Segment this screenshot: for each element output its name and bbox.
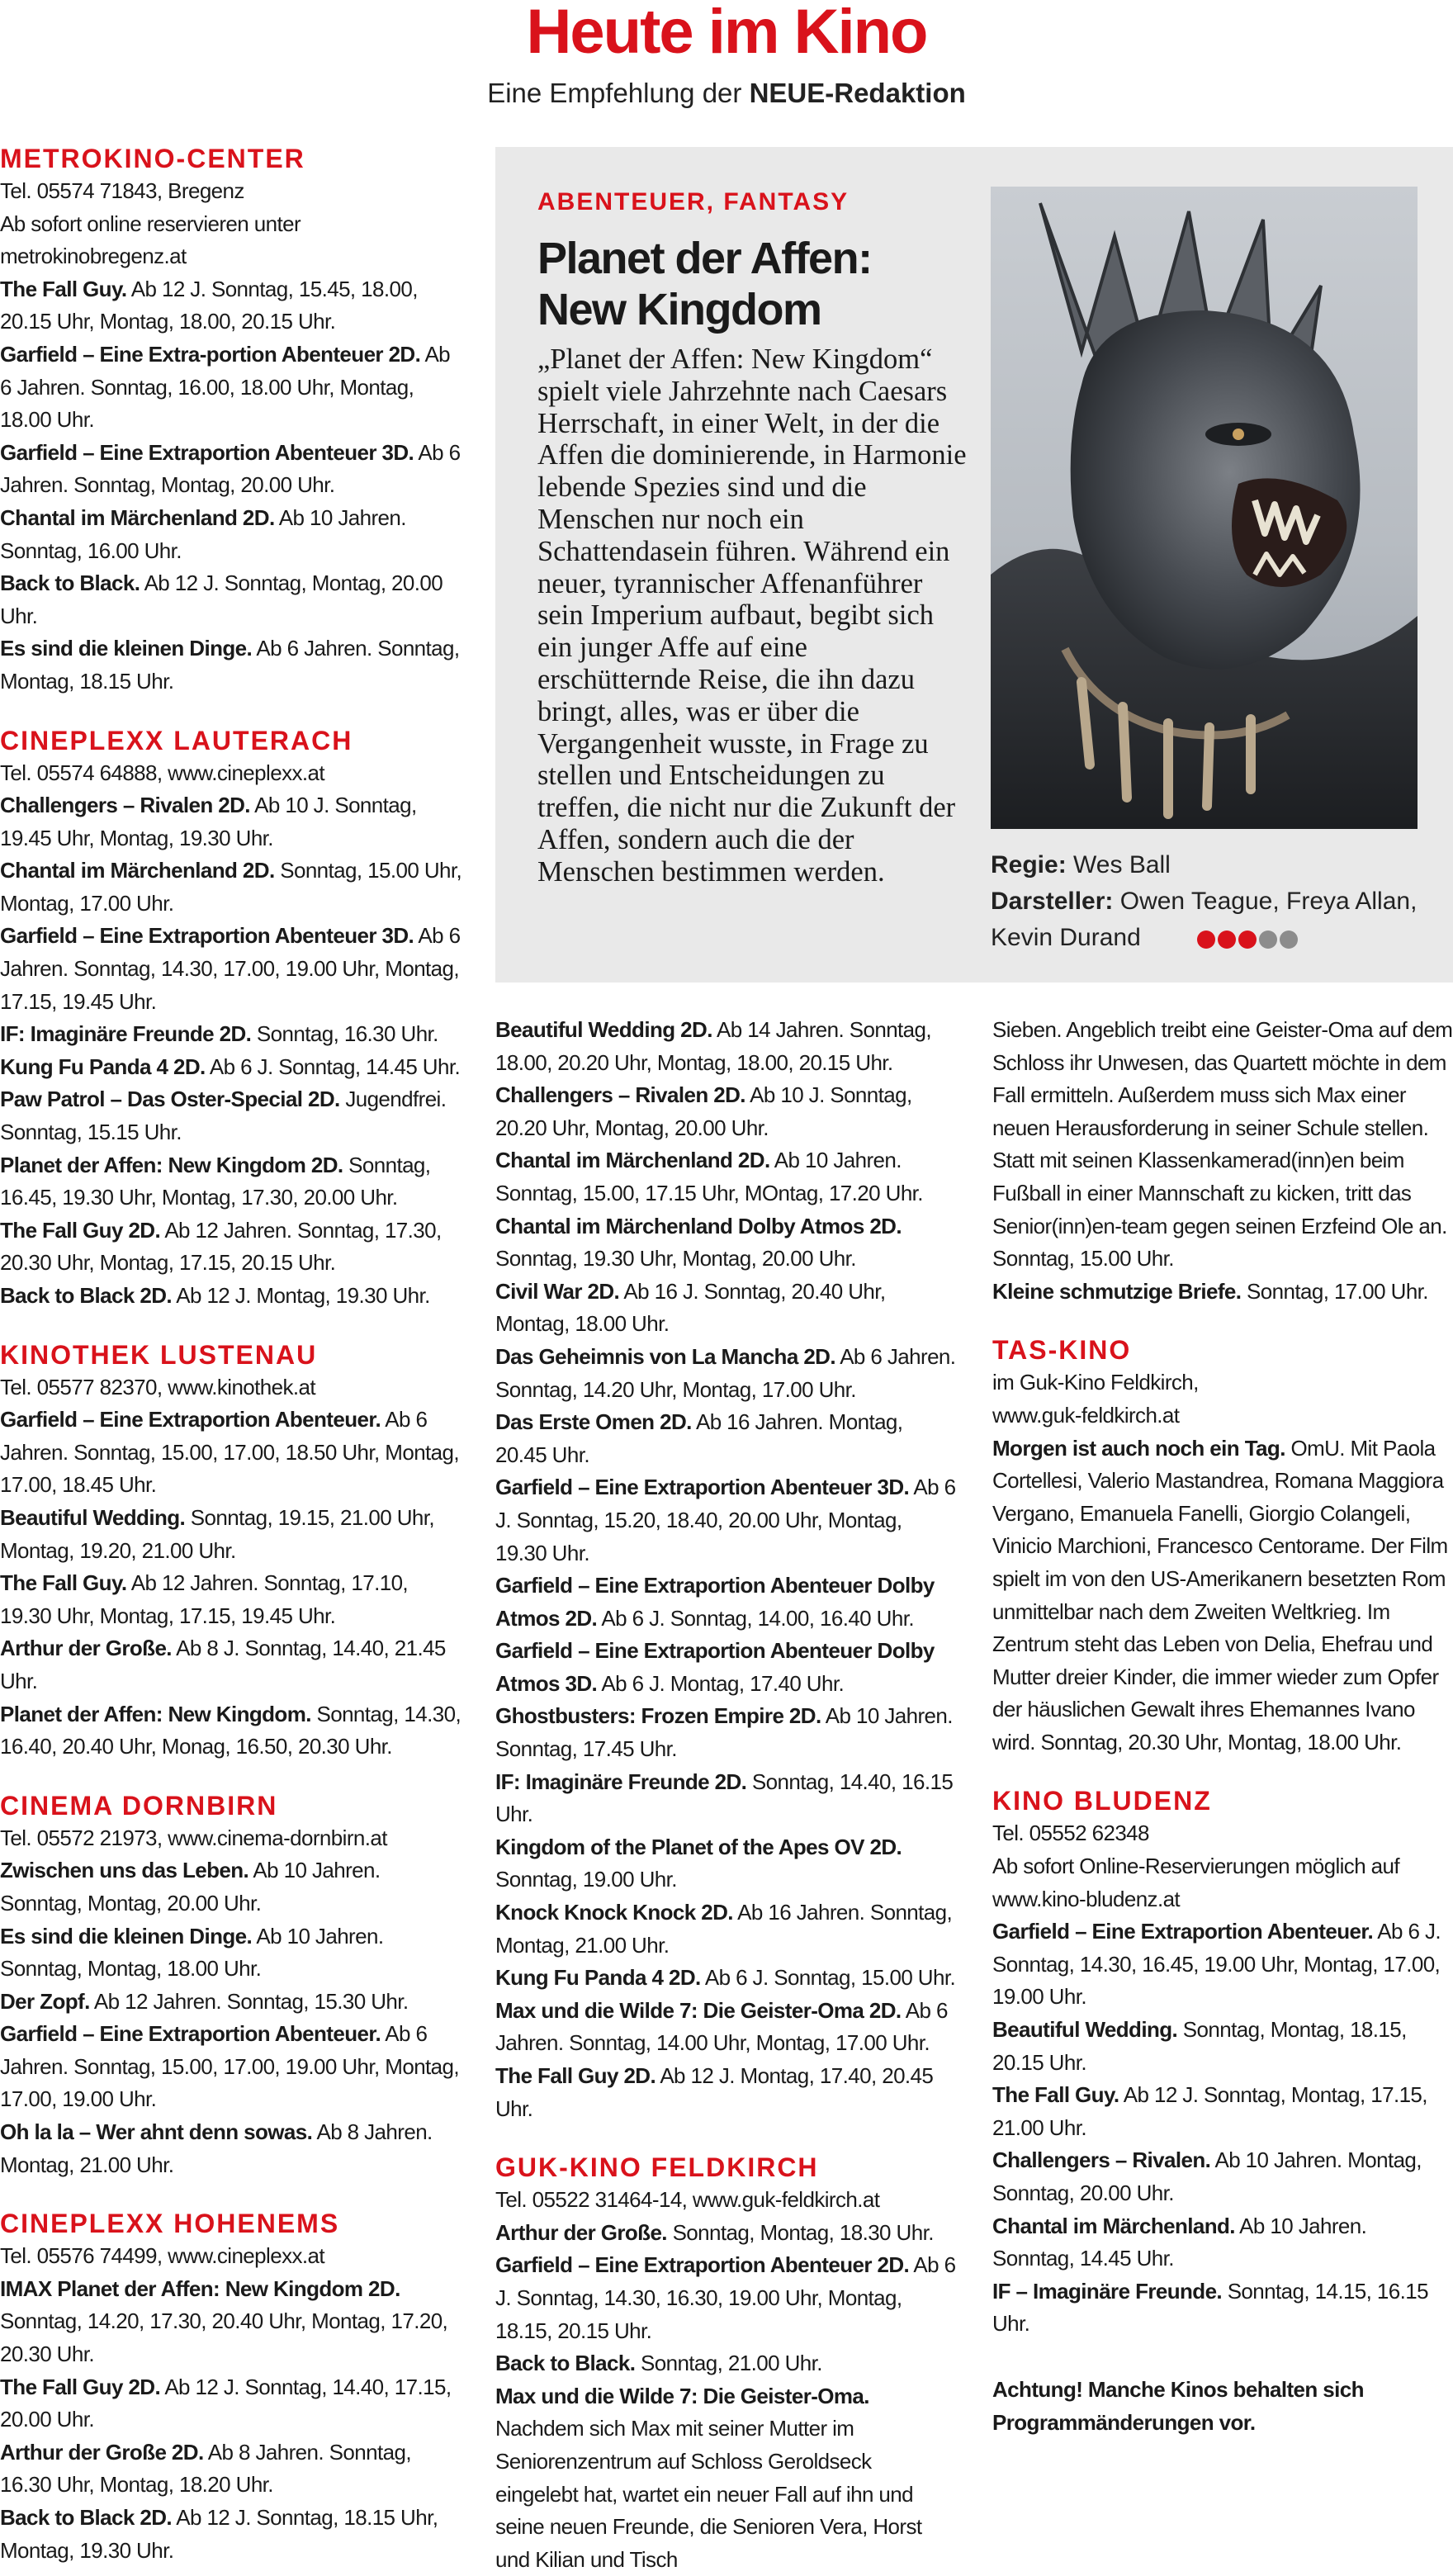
film-entry (992, 1915, 1453, 2014)
film-title: IF: Imaginäre Freunde 2D. (0, 1021, 252, 1047)
film-title: Kingdom of the Planet of the Apes OV 2D. (495, 1834, 902, 1859)
feature-title: Planet der Affen: New Kingdom (537, 234, 872, 334)
film-details: Ab 10 J. Sonntag, 20.20 Uhr, Montag, 20.00 Uhr. (495, 1082, 912, 1140)
film-title: Der Zopf. (0, 1988, 90, 2014)
film-title: Es sind die kleinen Dinge. (0, 636, 253, 661)
cinema-info: im Guk-Kino Feldkirch, (992, 1370, 1199, 1395)
film-entry (0, 1215, 462, 1280)
film-details: Ab 6 Jahren. Sonntag, 14.20 Uhr, Montag, 17.00 Uhr. (495, 1343, 956, 1402)
feature-photo (991, 187, 1418, 829)
cinema-block (992, 1333, 1453, 1759)
subtitle-brand: NEUE-Redaktion (749, 78, 966, 108)
film-entry (992, 1432, 1453, 1759)
cinema-block (0, 724, 462, 1313)
film-title: Knock Knock Knock 2D. (495, 1900, 733, 1925)
film-details: Ab 12 J. Montag, 19.30 Uhr. (176, 1283, 430, 1308)
film-entry (0, 1854, 462, 1920)
film-title: Kleine schmutzige Briefe. (992, 1278, 1242, 1304)
film-entry (495, 2217, 958, 2250)
cinema-name: KINOTHEK LUSTENAU (0, 1339, 318, 1370)
cinema-name: METROKINO-CENTER (0, 144, 305, 173)
film-entry (495, 1995, 958, 2060)
film-entry (0, 437, 462, 502)
film-details: Ab 6 Jahren. Sonntag, 16.00, 18.00 Uhr, Montag, 18.00 Uhr. (0, 341, 451, 433)
film-entry (0, 2018, 462, 2116)
cinema-block (0, 142, 462, 698)
film-details: Ab 10 J. Sonntag, 19.45 Uhr, Montag, 19.30 Uhr. (0, 793, 417, 850)
cinema-name: KINO BLUDENZ (992, 1786, 1212, 1816)
film-details: Sonntag, Montag, 18.15, 20.15 Uhr. (992, 2017, 1407, 2075)
film-entry (495, 2347, 958, 2380)
film-details: Sonntag, 16.45, 19.30 Uhr, Montag, 17.30, 20.00 Uhr. (0, 1152, 431, 1210)
film-details: Ab 6 J. Montag, 17.40 Uhr. (601, 1670, 845, 1696)
notice-text: Achtung! Manche Kinos behalten sich Programmänderungen vor. (992, 2376, 1364, 2435)
film-title: The Fall Guy. (0, 1570, 127, 1596)
film-details: Ab 8 Jahren. Sonntag, 16.30 Uhr, Montag, 18.20 Uhr. (0, 2439, 411, 2498)
film-entry (992, 2210, 1453, 2275)
film-details: Sonntag, 17.00 Uhr. (1247, 1278, 1428, 1304)
film-entry (0, 339, 462, 437)
film-entry (0, 632, 462, 698)
film-entry (992, 2144, 1453, 2209)
film-details: Ab 10 Jahren. Sonntag, 16.00 Uhr. (0, 504, 406, 563)
film-details: Ab 10 Jahren. Montag, Sonntag, 20.00 Uhr. (992, 2147, 1422, 2205)
film-title: Back to Black. (495, 2351, 636, 2376)
film-title: Arthur der Große 2D. (0, 2439, 204, 2465)
film-details: Ab 6 J. Sonntag, 15.00 Uhr. (704, 1965, 956, 1991)
film-title: IMAX Planet der Affen: New Kingdom 2D. (0, 2275, 400, 2301)
film-details: Ab 8 Jahren. Montag, 21.00 Uhr. (0, 2119, 433, 2177)
film-title: Das Geheimnis von La Mancha 2D. (495, 1343, 835, 1369)
film-entry (0, 855, 462, 920)
cinema-name: CINEPLEXX HOHENEMS (0, 2209, 340, 2239)
film-title: Planet der Affen: New Kingdom 2D. (0, 1152, 343, 1177)
film-entry (495, 1570, 958, 1635)
film-title: Beautiful Wedding 2D. (495, 1017, 712, 1042)
film-title: Garfield – Eine Extra-portion Abenteuer 2D. (0, 341, 421, 367)
cinema-info: Tel. 05576 74499, www.cineplexx.at (0, 2243, 324, 2269)
film-details: Ab 6 J. Sonntag, 14.00, 16.40 Uhr. (601, 1605, 914, 1631)
cinema-block (495, 2151, 958, 2576)
film-title: Arthur der Große. (495, 2219, 667, 2245)
film-title: Garfield – Eine Extraportion Abenteuer 3D. (495, 1475, 910, 1500)
film-details: Ab 8 J. Sonntag, 14.40, 21.45 Uhr. (0, 1636, 446, 1693)
cinema-name: TAS-KINO (992, 1335, 1132, 1366)
film-entry (0, 1018, 462, 1051)
film-entry (495, 1014, 958, 1079)
film-entry (0, 1051, 462, 1084)
film-title: Back to Black 2D. (0, 2505, 173, 2530)
film-details: Nachdem sich Max mit seiner Mutter im Seniorenzentrum auf Schloss Geroldseck eingelebt hat, wartet ein neuer Fall auf ihn und seine neuen Freunde, die Senioren Vera, Horst und Kilian und Tisch (495, 2416, 922, 2572)
film-entry (495, 1144, 958, 1210)
cinema-name: CINEMA DORNBIRN (0, 1790, 278, 1821)
film-title: Garfield – Eine Extraportion Abenteuer. (992, 1919, 1374, 1944)
film-entry (495, 1406, 958, 1471)
film-title: Planet der Affen: New Kingdom. (0, 1701, 311, 1726)
film-details: OmU. Mit Paola Cortellesi, Valerio Mastandrea, Romana Maggiora Vergano, Emanuela Fanelli, Giorgio Colangeli, Vinicio Marchioni, Francesco Centorame. Der Film spielt im von den US-Amerikanern besetzten Rom unmittelbar nach dem Zweiten Weltkrieg. Im Zentrum steht das Leben von Delia, Ehefrau und Mutter dreier Kinder, die immer wieder zum Opfer der häuslichen Gewalt ihres Ehemannes Ivano wird. Sonntag, 20.30 Uhr, Montag, 18.00 Uhr. (992, 1435, 1448, 1754)
film-title: Max und die Wilde 7: Die Geister-Oma. (495, 2383, 869, 2408)
film-details: Ab 6 Jahren. Sonntag, 15.00, 17.00, 19.00 Uhr, Montag, 17.00, 19.00 Uhr. (0, 2021, 460, 2112)
film-details: Ab 16 Jahren. Montag, 20.45 Uhr. (495, 1409, 903, 1467)
film-entry (0, 789, 462, 855)
film-details: Sonntag, 14.20, 17.30, 20.40 Uhr, Montag, 17.20, 20.30 Uhr. (0, 2308, 448, 2367)
film-title: Garfield – Eine Extraportion Abenteuer 2D. (495, 2252, 910, 2278)
film-details: Sonntag, 15.00 Uhr, Montag, 17.00 Uhr. (0, 858, 462, 916)
film-entry (0, 1567, 462, 1632)
film-entry (495, 1471, 958, 1570)
rating-dot-empty-icon (1259, 930, 1277, 949)
cinema-block (992, 1014, 1453, 1308)
film-entry (495, 1896, 958, 1962)
film-title: The Fall Guy 2D. (495, 2063, 656, 2088)
film-entry (0, 1404, 462, 1502)
film-details: Ab 10 Jahren. Sonntag, 17.45 Uhr. (495, 1703, 953, 1762)
film-details: Sonntag, 14.40, 16.15 Uhr. (495, 1769, 954, 1827)
cinema-block (0, 2207, 462, 2567)
film-details: Ab 12 Jahren. Sonntag, 17.30, 20.30 Uhr, Montag, 17.15, 20.15 Uhr. (0, 1217, 442, 1276)
film-title: IF: Imaginäre Freunde 2D. (495, 1769, 747, 1794)
film-entry (495, 1210, 958, 1276)
film-entry (0, 920, 462, 1018)
film-entry (495, 1276, 958, 1341)
film-title: Beautiful Wedding. (0, 1504, 186, 1530)
listing-column-1 (0, 142, 462, 2567)
film-title: Garfield – Eine Extraportion Abenteuer. (0, 2021, 381, 2047)
cinema-block (992, 1784, 1453, 2341)
film-details: Ab 6 J. Sonntag, 14.45 Uhr. (209, 1054, 461, 1079)
film-entry (0, 1986, 462, 2019)
film-details: Ab 14 Jahren. Sonntag, 18.00, 20.20 Uhr, Montag, 18.00, 20.15 Uhr. (495, 1017, 932, 1075)
listing-column-3 (992, 1014, 1453, 2439)
film-details: Sonntag, 19.30 Uhr, Montag, 20.00 Uhr. (495, 1246, 856, 1271)
rating-dots (1197, 921, 1300, 957)
film-entry (992, 2275, 1453, 2341)
film-details: Sonntag, 16.30 Uhr. (256, 1021, 438, 1047)
cast-label: Darsteller: (991, 888, 1114, 915)
film-entry (0, 273, 462, 339)
cinema-block (0, 1338, 462, 1764)
film-entry (0, 1632, 462, 1698)
film-title: Garfield – Eine Extraportion Abenteuer Dolby Atmos 2D. (495, 1573, 935, 1631)
film-title: The Fall Guy 2D. (0, 2374, 161, 2399)
cinema-name: GUK-KINO FELDKIRCH (495, 2152, 819, 2183)
cinema-info: Ab sofort Online-Reservierungen möglich auf www.kino-bludenz.at (992, 1854, 1400, 1911)
film-title: Chantal im Märchenland 2D. (0, 504, 275, 530)
film-title: Garfield – Eine Extraportion Abenteuer. (0, 1407, 381, 1432)
film-title: Garfield – Eine Extraportion Abenteuer Dolby Atmos 3D. (495, 1638, 935, 1696)
film-title: Challengers – Rivalen. (992, 2147, 1211, 2173)
film-details: Sonntag, 14.30, 16.40, 20.40 Uhr, Monag, 16.50, 20.30 Uhr. (0, 1701, 461, 1759)
film-title: Chantal im Märchenland Dolby Atmos 2D. (495, 1213, 902, 1238)
film-entry (0, 1920, 462, 1986)
cinema-info: www.guk-feldkirch.at (992, 1402, 1180, 1428)
cast-names: Owen Teague, Freya Allan, Kevin Durand (991, 888, 1418, 951)
film-title: Chantal im Märchenland. (992, 2213, 1235, 2238)
film-entry (0, 2273, 462, 2371)
film-title: Arthur der Große. (0, 1636, 172, 1661)
feature-genre: ABENTEUER, FANTASY (537, 188, 850, 215)
film-details: Ab 12 J. Montag, 17.40, 20.45 Uhr. (495, 2063, 934, 2121)
cinema-block (495, 1014, 958, 2125)
film-title: Beautiful Wedding. (992, 2017, 1178, 2043)
film-details: Sonntag, 19.15, 21.00 Uhr, Montag, 19.20, 21.00 Uhr. (0, 1504, 434, 1563)
film-entry (0, 2436, 462, 2502)
film-details: Ab 6 Jahren. Sonntag, 15.00, 17.00, 18.50 Uhr, Montag, 17.00, 18.45 Uhr. (0, 1407, 460, 1498)
film-entry (495, 2380, 958, 2576)
cinema-info: Tel. 05572 21973, www.cinema-dornbirn.at (0, 1825, 387, 1850)
film-entry (495, 1079, 958, 1144)
film-details: Sonntag, Montag, 18.30 Uhr. (672, 2219, 934, 2245)
film-entry (495, 1341, 958, 1406)
cinema-block (0, 1789, 462, 2182)
rating-dot-filled-icon (1218, 930, 1236, 949)
film-title: Ghostbusters: Frozen Empire 2D. (495, 1703, 821, 1729)
film-details: Ab 6 Jahren. Sonntag, Montag, 18.15 Uhr. (0, 636, 460, 694)
film-details: Ab 6 J. Sonntag, 15.20, 18.40, 20.00 Uhr, Montag, 19.30 Uhr. (495, 1475, 956, 1565)
film-entry (0, 1280, 462, 1313)
film-title: Oh la la – Wer ahnt denn sowas. (0, 2119, 313, 2145)
film-details: Sieben. Angeblich treibt eine Geister-Oma auf dem Schloss ihr Unwesen, das Quartett möchte in dem Fall ermitteln. Außerdem muss sich Max einer neuen Herausforderung in seiner Schule stellen. Statt mit seinen Klassenkamerad(inn)en beim Fußball in einer Mannschaft zu kicken, tritt das Senior(inn)en-team gegen seinen Erzfeind Ole an. Sonntag, 15.00 Uhr. (992, 1017, 1453, 1271)
film-entry (495, 2060, 958, 2125)
film-details: Ab 12 J. Sonntag, 15.45, 18.00, 20.15 Uhr, Montag, 18.00, 20.15 Uhr. (0, 276, 418, 334)
feature-credits (991, 847, 1436, 957)
film-title: Kung Fu Panda 4 2D. (0, 1054, 206, 1079)
film-title: Paw Patrol – Das Oster-Special 2D. (0, 1087, 340, 1112)
film-entry (495, 1635, 958, 1700)
film-details: Ab 6 J. Sonntag, 14.30, 16.30, 19.00 Uhr, Montag, 18.15, 20.15 Uhr. (495, 2252, 956, 2343)
cinema-info: Tel. 05552 62348 (992, 1821, 1149, 1846)
film-details: Ab 12 J. Sonntag, 14.40, 17.15, 20.00 Uhr. (0, 2374, 452, 2432)
film-title: Garfield – Eine Extraportion Abenteuer 3D. (0, 439, 414, 465)
film-title: Kung Fu Panda 4 2D. (495, 1965, 701, 1991)
cinema-info: Ab sofort online reservieren unter metrokinobregenz.at (0, 211, 301, 269)
film-title: Max und die Wilde 7: Die Geister-Oma 2D. (495, 1997, 902, 2023)
film-entry (0, 1698, 462, 1764)
film-details: Ab 10 Jahren. Sonntag, Montag, 18.00 Uhr. (0, 1923, 384, 1982)
feature-description: „Planet der Affen: New Kingdom“ spielt viele Jahrzehnte nach Caesars Herrschaft, in einer Welt, in der die Affen die dominierende, in Harmonie lebende Spezies sind und die Menschen nur noch ein Schattendasein führen. Während ein neuer, tyrannischer Affenanführer sein Imperium aufbaut, begibt sich ein junger Affe auf eine erschütternde Reise, die ihn dazu bringt, alles, was er über die Vergangenheit wusste, in Frage zu stellen und Entscheidungen zu treffen, die nicht nur die Zukunft der Affen, sondern auch die der Menschen bestimmen werden. (537, 343, 967, 888)
film-details: Ab 16 Jahren. Sonntag, Montag, 21.00 Uhr. (495, 1900, 953, 1958)
rating-dot-empty-icon (1280, 930, 1298, 949)
film-title: Garfield – Eine Extraportion Abenteuer 3D. (0, 923, 414, 949)
film-title: The Fall Guy 2D. (0, 1217, 161, 1243)
film-details: Ab 12 Jahren. Sonntag, 15.30 Uhr. (93, 1988, 409, 2014)
director-name: Wes Ball (1073, 851, 1171, 878)
film-details: Ab 12 J. Sonntag, 18.15 Uhr, Montag, 19.30 Uhr. (0, 2505, 438, 2563)
film-title: Back to Black. (0, 571, 140, 596)
film-entry (992, 2079, 1453, 2144)
ape-king-photo-icon (991, 187, 1418, 829)
film-entry (0, 502, 462, 567)
rating-dot-filled-icon (1238, 930, 1257, 949)
film-title: Chantal im Märchenland 2D. (495, 1148, 770, 1173)
film-entry (495, 1831, 958, 1896)
film-entry (495, 1962, 958, 1995)
film-entry (0, 1083, 462, 1148)
film-title: The Fall Guy. (0, 276, 127, 301)
feature-box (495, 147, 1453, 983)
film-details: Ab 12 J. Sonntag, Montag, 20.00 Uhr. (0, 571, 443, 628)
cast-line (991, 883, 1436, 957)
film-details: Ab 6 Jahren. Sonntag, 14.00 Uhr, Montag, 17.00 Uhr. (495, 1997, 948, 2056)
film-entry (0, 1502, 462, 1567)
film-entry (0, 2502, 462, 2567)
film-title: Challengers – Rivalen 2D. (495, 1082, 745, 1108)
film-title: Das Erste Omen 2D. (495, 1409, 692, 1435)
subtitle-prefix: Eine Empfehlung der (487, 78, 750, 108)
film-title: The Fall Guy. (992, 2082, 1119, 2108)
film-title: Back to Black 2D. (0, 1283, 173, 1308)
film-title: Zwischen uns das Leben. (0, 1858, 249, 1883)
film-title: Es sind die kleinen Dinge. (0, 1923, 253, 1949)
film-details: Ab 16 J. Sonntag, 20.40 Uhr, Montag, 18.00 Uhr. (495, 1278, 886, 1337)
film-details: Ab 10 Jahren. Sonntag, Montag, 20.00 Uhr. (0, 1858, 381, 1915)
rating-dot-filled-icon (1197, 930, 1215, 949)
cinema-info: Tel. 05574 71843, Bregenz (0, 178, 244, 203)
film-entry (992, 1276, 1453, 1309)
film-details: Ab 10 Jahren. Sonntag, 14.45 Uhr. (992, 2213, 1367, 2271)
film-details: Ab 10 Jahren. Sonntag, 15.00, 17.15 Uhr, MOntag, 17.20 Uhr. (495, 1148, 923, 1205)
film-entry (495, 1766, 958, 1831)
film-entry (992, 2014, 1453, 2079)
film-title: Civil War 2D. (495, 1278, 620, 1304)
film-title: IF – Imaginäre Freunde. (992, 2278, 1223, 2304)
subtitle (0, 78, 1453, 109)
film-details: Ab 12 Jahren. Sonntag, 17.10, 19.30 Uhr, Montag, 17.15, 19.45 Uhr. (0, 1570, 409, 1628)
cinema-info: Tel. 05522 31464-14, www.guk-feldkirch.at (495, 2187, 880, 2213)
cinema-info: Tel. 05574 64888, www.cineplexx.at (0, 760, 324, 785)
director-label: Regie: (991, 851, 1067, 878)
page-title: Heute im Kino (526, 0, 927, 67)
film-entry (495, 1700, 958, 1765)
film-details: Sonntag, 19.00 Uhr. (495, 1867, 677, 1892)
cinema-name: CINEPLEXX LAUTERACH (0, 725, 353, 755)
film-entry (0, 2116, 462, 2181)
cinema-info: Tel. 05577 82370, www.kinothek.at (0, 1374, 316, 1399)
film-details: Sonntag, 21.00 Uhr. (640, 2351, 822, 2376)
film-title: Challengers – Rivalen 2D. (0, 793, 250, 818)
film-entry (992, 1014, 1453, 1276)
director-line (991, 847, 1436, 883)
film-details: Jugendfrei. Sonntag, 15.15 Uhr. (0, 1087, 447, 1145)
listing-column-2 (495, 1014, 958, 2576)
film-entry (0, 2371, 462, 2436)
film-entry (0, 1149, 462, 1215)
film-title: Chantal im Märchenland 2D. (0, 858, 275, 883)
film-details: Ab 12 J. Sonntag, Montag, 17.15, 21.00 Uhr. (992, 2082, 1427, 2140)
film-details: Ab 6 Jahren. Sonntag, 14.30, 17.00, 19.00 Uhr, Montag, 17.15, 19.45 Uhr. (0, 923, 461, 1014)
film-details: Ab 6 Jahren. Sonntag, Montag, 20.00 Uhr. (0, 439, 461, 498)
film-details: Sonntag, 14.15, 16.15 Uhr. (992, 2278, 1428, 2337)
film-entry (495, 2249, 958, 2347)
film-title: Morgen ist auch noch ein Tag. (992, 1435, 1285, 1461)
film-details: Ab 6 J. Sonntag, 14.30, 16.45, 19.00 Uhr, Montag, 17.00, 19.00 Uhr. (992, 1919, 1441, 2010)
film-entry (0, 567, 462, 632)
